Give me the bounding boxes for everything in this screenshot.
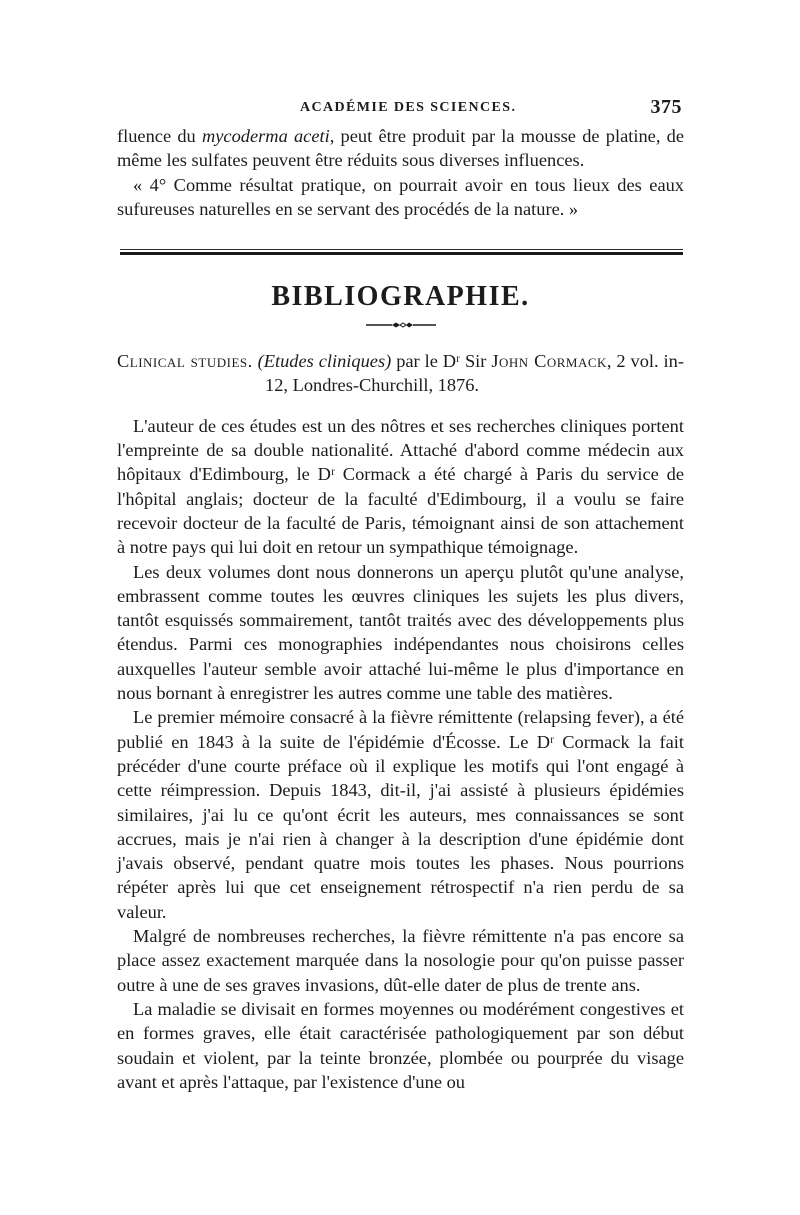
divider-thin-line: [120, 249, 683, 250]
intro-paragraph: « 4° Comme résultat pratique, on pourrait avoir en tous lieux des eaux sufureuses naturelles en se servant des procédés de la nature. »: [117, 174, 684, 219]
body-paragraph: Les deux volumes dont nous donnerons un aperçu plutôt qu'une analyse, embrassent comme toutes les œuvres cliniques les sujets les plus divers, tantôt esquissés sommairement, tantôt traités avec des développements plus étendus. Parmi ces monographies indépendantes nous choisirons celles auxquelles l'auteur semble avoir attaché lui-même le plus d'importance en nous bornant à enregistrer les autres comme une table des matières.: [117, 561, 684, 704]
bibliography-entry: [117, 349, 684, 398]
body-paragraph: Malgré de nombreuses recherches, la fièvre rémittente n'a pas encore sa place assez exactement marquée dans la nosologie pour qu'on puisse passer outre à une de ses graves invasions, dût-elle dater de plus de trente ans.: [117, 926, 684, 995]
species-name: mycoderma aceti: [201, 126, 330, 146]
running-head-title: ACADÉMIE DES SCIENCES.: [300, 100, 517, 115]
body-paragraph: La maladie se divisait en formes moyennes ou modérément congestives et en formes graves, elle était caractérisée pathologiquement par son début soudain et violent, par la teinte bronzée, plombée ou pourprée du visage avant et après l'attaque, par l'existence d'une ou: [117, 998, 684, 1092]
ornament-icon: [366, 321, 436, 329]
work-title: Clinical studies.: [117, 351, 253, 372]
body-paragraph: Le premier mémoire consacré à la fièvre rémittente (relapsing fever), a été publié en 1843 à la suite de l'épidémie d'Écosse. Le Dʳ Cormack la fait précéder d'une courte préface où il explique les motifs qui l'ont engagé à cette réimpression. Depuis 1843, dit-il, j'ai assisté à plusieurs épidémies similaires, j'ai lu ce qu'ont écrit les auteurs, mes connaissances se sont accrues, mais je n'ai rien à changer à la description d'une épidémie dont j'avais observé, pendant quatre mois toutes les phases. Nous pourrions répéter après lui que cet enseignement rétrospectif n'a rien perdu de sa valeur.: [117, 707, 684, 922]
publication-details: , 2 vol. in-12, Londres-Churchill, 1876.: [265, 351, 684, 396]
running-head: [117, 94, 684, 124]
book-page: [117, 94, 684, 1094]
review-body: [117, 414, 684, 1094]
divider-thick-line: [120, 252, 683, 255]
intro-paragraph: fluence du mycoderma aceti, peut être produit par la mousse de platine, de même les sulfates peuvent être réduits sous diverses influences.: [117, 126, 685, 171]
page-number: 375: [650, 96, 682, 118]
author-name: John Cormack: [491, 351, 607, 372]
body-paragraph: L'auteur de ces études est un des nôtres et ses recherches cliniques portent l'empreinte de sa double nationalité. Attaché d'abord comme médecin aux hôpitaux d'Edimbourg, le Dʳ Cormack a été chargé à Paris du service de l'hôpital anglais; docteur de la faculté d'Edimbourg, il a voulu se faire recevoir docteur de la faculté de Paris, témoignant ainsi de son attachement à notre pays qui lui doit en retour un sympathique témoignage.: [117, 415, 684, 558]
by-line: par le Dʳ Sir: [396, 351, 487, 372]
translated-title: (Etudes cliniques): [257, 351, 392, 372]
section-divider: [120, 249, 683, 255]
section-title: BIBLIOGRAPHIE.: [271, 281, 530, 313]
